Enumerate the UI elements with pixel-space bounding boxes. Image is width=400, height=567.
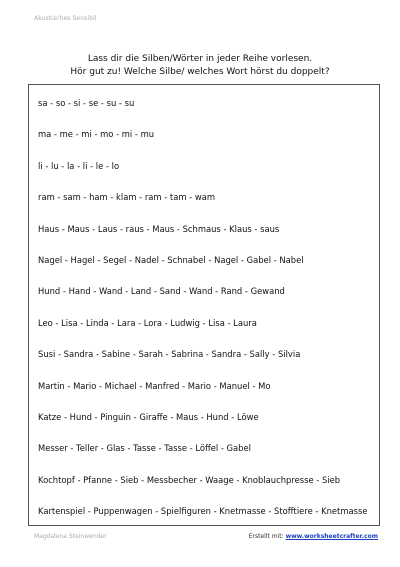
exercise-row: sa - so - si - se - su - su xyxy=(38,98,135,108)
instruction-line-1: Lass dir die Silben/Wörter in jeder Reihe vorlesen. xyxy=(87,54,313,64)
footer-credit-link[interactable]: www.worksheetcrafter.com xyxy=(285,533,378,540)
exercise-row: Kochtopf - Pfanne - Sieb - Messbecher - Waage - Knoblauchpresse - Sieb xyxy=(38,474,341,485)
exercise-row: Leo - Lisa - Linda - Lara - Lora - Ludwig - Lisa - Laura xyxy=(38,317,257,328)
instructions xyxy=(0,53,400,79)
exercise-row: Martin - Mario - Michael - Manfred - Mario - Manuel - Mo xyxy=(38,380,271,391)
header-label: Akustisches Sensibil xyxy=(34,15,97,22)
exercise-box xyxy=(28,84,380,526)
footer-credit-prefix: Erstellt mit: xyxy=(248,533,284,540)
instruction-line-2: Hör gut zu! Welche Silbe/ welches Wort hörst du doppelt? xyxy=(70,67,330,77)
footer-author: Magdalena Steinwender xyxy=(34,533,107,540)
exercise-rows xyxy=(38,93,375,532)
exercise-row: Haus - Maus - Laus - raus - Maus - Schmaus - Klaus - saus xyxy=(38,223,280,234)
exercise-row: li - lu - la - li - le - lo xyxy=(38,160,120,171)
exercise-row: ma - me - mi - mo - mi - mu xyxy=(38,129,155,140)
exercise-row: Hund - Hand - Wand - Land - Sand - Wand - Rand - Gewand xyxy=(38,286,285,297)
footer-credit xyxy=(249,533,378,540)
exercise-row: Nagel - Hagel - Segel - Nadel - Schnabel - Nagel - Gabel - Nabel xyxy=(38,254,304,265)
exercise-row: Katze - Hund - Pinguin - Giraffe - Maus - Hund - Löwe xyxy=(38,411,259,422)
exercise-row: ram - sam - ham - klam - ram - tam - wam xyxy=(38,192,215,203)
exercise-row: Messer - Teller - Glas - Tasse - Tasse - Löffel - Gabel xyxy=(38,443,251,454)
exercise-row: Kartenspiel - Puppenwagen - Spielfiguren - Knetmasse - Stofftiere - Knetmasse xyxy=(38,506,368,517)
exercise-row: Susi - Sandra - Sabine - Sarah - Sabrina - Sandra - Sally - Silvia xyxy=(38,349,301,360)
